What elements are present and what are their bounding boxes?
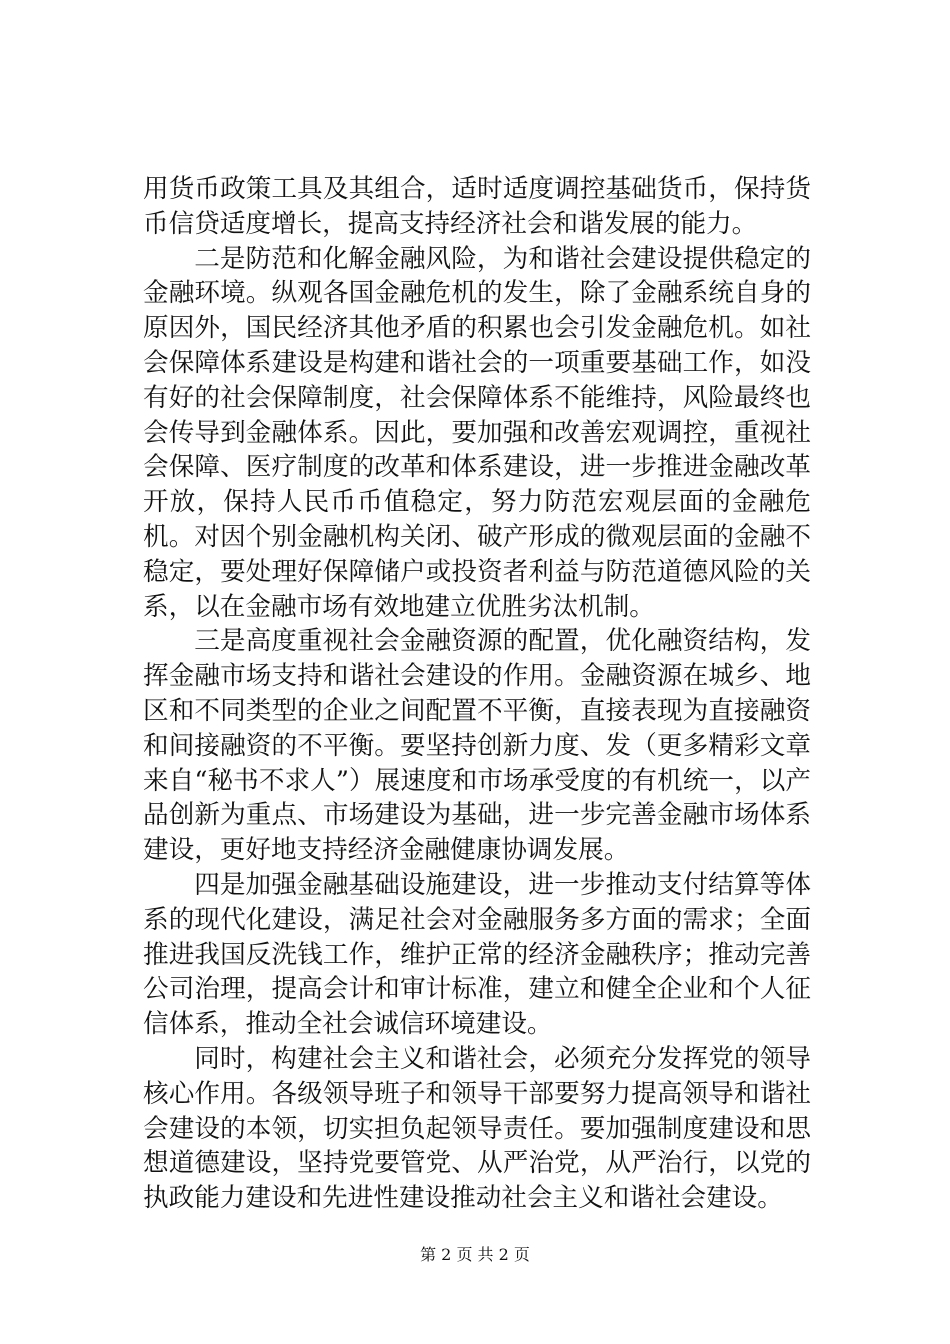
document-body (143, 172, 811, 1216)
page-number-label: 第 2 页 共 2 页 (420, 1245, 530, 1264)
paragraph-1: 用货币政策工具及其组合，适时适度调控基础货币，保持货币信贷适度增长，提高支持经济社会和谐发展的能力。 (143, 174, 811, 239)
paragraph-2: 二是防范和化解金融风险，为和谐社会建设提供稳定的金融环境。纵观各国金融危机的发生，除了金融系统自身的原因外，国民经济其他矛盾的积累也会引发金融危机。如社会保障体系建设是构建和谐社会的一项重要基础工作，如没有好的社会保障制度，社会保障体系不能维持，风险最终也会传导到金融体系。因此，要加强和改善宏观调控，重视社会保障、医疗制度的改革和体系建设，进一步推进金融改革开放，保持人民币币值稳定，努力防范宏观层面的金融危机。对因个别金融机构关闭、破产形成的微观层面的金融不稳定，要处理好保障储户或投资者利益与防范道德风险的关系，以在金融市场有效地建立优胜劣汰机制。 (143, 243, 811, 622)
paragraph-4: 四是加强金融基础设施建设，进一步推动支付结算等体系的现代化建设，满足社会对金融服务多方面的需求；全面推进我国反洗钱工作，维护正常的经济金融秩序；推动完善公司治理，提高会计和审计标准，建立和健全企业和个人征信体系，推动全社会诚信环境建设。 (143, 869, 811, 1040)
paragraph-3: 三是高度重视社会金融资源的配置，优化融资结构，发挥金融市场支持和谐社会建设的作用。金融资源在城乡、地区和不同类型的企业之间配置不平衡，直接表现为直接融资和间接融资的不平衡。要坚持创新力度、发（更多精彩文章来自“秘书不求人”）展速度和市场承受度的有机统一，以产品创新为重点、市场建设为基础，进一步完善金融市场体系建设，更好地支持经济金融健康协调发展。 (143, 626, 811, 866)
paragraph-5: 同时，构建社会主义和谐社会，必须充分发挥党的领导核心作用。各级领导班子和领导干部要努力提高领导和谐社会建设的本领，切实担负起领导责任。要加强制度建设和思想道德建设，坚持党要管党、从严治党，从严治行，以党的执政能力建设和先进性建设推动社会主义和谐社会建设。 (143, 1043, 811, 1214)
page-footer (0, 1245, 950, 1265)
